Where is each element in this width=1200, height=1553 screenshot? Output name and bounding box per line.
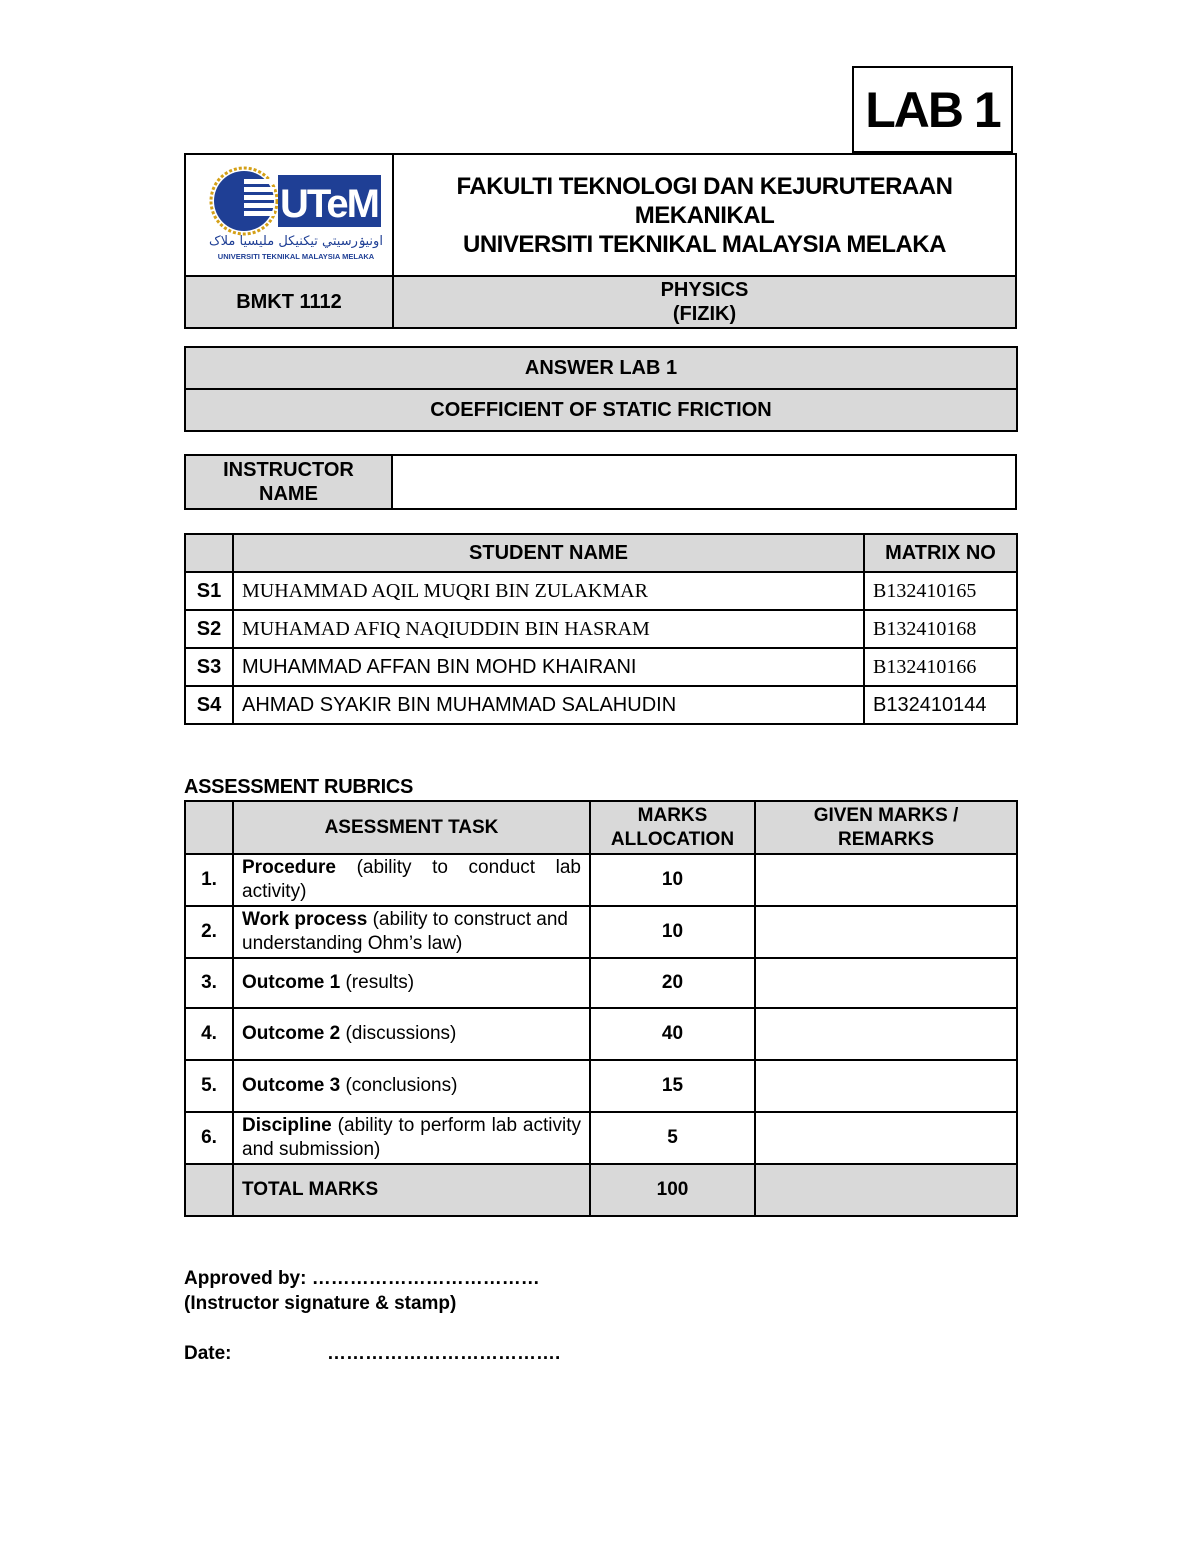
- rubric-table-header: [185, 801, 1017, 854]
- student-id: S3: [185, 648, 233, 686]
- matrix-no: B132410168: [864, 610, 1017, 648]
- experiment-title: COEFFICIENT OF STATIC FRICTION: [185, 389, 1017, 431]
- marks-allocation: 10: [590, 854, 755, 906]
- instructor-label-line-2: NAME: [259, 483, 318, 505]
- rubric-task: [233, 1008, 590, 1060]
- rubric-task: [233, 1060, 590, 1112]
- approved-by-line: Approved by: ………………………………: [184, 1268, 540, 1289]
- instructor-name-field: [392, 455, 1016, 509]
- matrix-no: B132410166: [864, 648, 1017, 686]
- rubric-no-header: [185, 801, 233, 854]
- total-no-cell: [185, 1164, 233, 1216]
- task-title: Work process: [242, 909, 368, 930]
- rubric-no: 2.: [185, 906, 233, 958]
- date-field: ……………………………….: [327, 1343, 561, 1364]
- given-marks-field: [755, 958, 1017, 1008]
- marks-allocation: 40: [590, 1008, 755, 1060]
- student-name: AHMAD SYAKIR BIN MUHAMMAD SALAHUDIN: [233, 686, 864, 724]
- student-id: S2: [185, 610, 233, 648]
- table-row: [185, 648, 1017, 686]
- rubric-heading: ASSESSMENT RUBRICS: [184, 776, 414, 798]
- faculty-title-cell: [393, 154, 1016, 276]
- rubric-no: 1.: [185, 854, 233, 906]
- student-name: MUHAMMAD AFFAN BIN MOHD KHAIRANI: [233, 648, 864, 686]
- task-title: Outcome 1: [242, 972, 341, 993]
- task-description: (discussions): [340, 1023, 457, 1044]
- logo-wordmark: UTeM: [280, 182, 378, 226]
- table-row: [185, 610, 1017, 648]
- given-marks-field: [755, 1112, 1017, 1164]
- given-marks-field: [755, 906, 1017, 958]
- rubric-task: [233, 906, 590, 958]
- subject-line-1: PHYSICS: [660, 279, 749, 301]
- given-header-line-1: GIVEN MARKS /: [813, 804, 959, 826]
- total-marks-label: TOTAL MARKS: [233, 1164, 590, 1216]
- student-table: [184, 533, 1018, 725]
- table-row: [185, 1008, 1017, 1060]
- student-id: S4: [185, 686, 233, 724]
- document-header: [184, 153, 1017, 329]
- rubric-no: 6.: [185, 1112, 233, 1164]
- marks-allocation: 5: [590, 1112, 755, 1164]
- task-description: (ability to perform lab activity and submission): [242, 1115, 581, 1160]
- logo-jawi-text: اونيۏرسيتي تيکنيکل مليسيا ملاک: [209, 234, 383, 249]
- marks-allocation: 15: [590, 1060, 755, 1112]
- instructor-table: [184, 454, 1017, 510]
- faculty-line-1: FAKULTI TEKNOLOGI DAN KEJURUTERAAN: [456, 172, 953, 200]
- matrix-no: B132410144: [864, 686, 1017, 724]
- university-name: UNIVERSITI TEKNIKAL MALAYSIA MELAKA: [463, 230, 946, 258]
- rubric-no: 3.: [185, 958, 233, 1008]
- rubric-task: [233, 958, 590, 1008]
- task-title: Outcome 3: [242, 1075, 341, 1096]
- table-row: [185, 854, 1017, 906]
- table-row: [185, 1112, 1017, 1164]
- rubric-task: [233, 854, 590, 906]
- matrix-no: B132410165: [864, 572, 1017, 610]
- total-given-field: [755, 1164, 1017, 1216]
- course-code: BMKT 1112: [185, 276, 393, 328]
- rubric-table: [184, 800, 1018, 1217]
- table-row: [185, 686, 1017, 724]
- student-name: MUHAMAD AFIQ NAQIUDDIN BIN HASRAM: [233, 610, 864, 648]
- student-name: MUHAMMAD AQIL MUQRI BIN ZULAKMAR: [233, 572, 864, 610]
- total-row: [185, 1164, 1017, 1216]
- student-id: S1: [185, 572, 233, 610]
- given-marks-field: [755, 854, 1017, 906]
- subject-cell: [393, 276, 1016, 328]
- student-table-header: [185, 534, 1017, 572]
- given-marks-header: [755, 801, 1017, 854]
- task-title: Procedure: [242, 857, 336, 878]
- lab-label: LAB 1: [865, 81, 1000, 138]
- student-name-header: STUDENT NAME: [233, 534, 864, 572]
- signature-note: (Instructor signature & stamp): [184, 1293, 457, 1314]
- subject-line-2: (FIZIK): [672, 303, 737, 325]
- task-title: Outcome 2: [242, 1023, 341, 1044]
- table-row: [185, 906, 1017, 958]
- task-description: (results): [340, 972, 415, 993]
- approval-block: [184, 1266, 540, 1316]
- answer-lab-title: ANSWER LAB 1: [185, 347, 1017, 389]
- university-logo-cell: [185, 154, 393, 276]
- task-title: Discipline: [242, 1115, 332, 1136]
- date-label: Date:: [184, 1343, 232, 1364]
- matrix-no-header: MATRIX NO: [864, 534, 1017, 572]
- logo-caption: UNIVERSITI TEKNIKAL MALAYSIA MELAKA: [217, 252, 375, 261]
- marks-header-line-2: ALLOCATION: [610, 828, 735, 850]
- utem-logo: [186, 155, 392, 270]
- given-marks-field: [755, 1060, 1017, 1112]
- given-header-line-2: REMARKS: [837, 828, 935, 850]
- marks-allocation: 10: [590, 906, 755, 958]
- faculty-line-2: MEKANIKAL: [634, 201, 775, 229]
- table-row: [185, 958, 1017, 1008]
- total-marks-value: 100: [590, 1164, 755, 1216]
- task-description: (ability to construct and understanding Ohm’s law): [242, 909, 568, 954]
- given-marks-field: [755, 1008, 1017, 1060]
- task-description: (ability to conduct lab activity): [242, 857, 581, 902]
- date-line: [184, 1343, 561, 1365]
- lab-number-box: [852, 66, 1013, 153]
- task-description: (conclusions): [340, 1075, 458, 1096]
- student-id-header: [185, 534, 233, 572]
- table-row: [185, 1060, 1017, 1112]
- table-row: [185, 572, 1017, 610]
- rubric-no: 5.: [185, 1060, 233, 1112]
- instructor-label-line-1: INSTRUCTOR: [223, 459, 354, 481]
- marks-header: [590, 801, 755, 854]
- marks-header-line-1: MARKS: [637, 804, 708, 826]
- instructor-label: [185, 455, 392, 509]
- rubric-task: [233, 1112, 590, 1164]
- rubric-no: 4.: [185, 1008, 233, 1060]
- task-header: ASESSMENT TASK: [233, 801, 590, 854]
- lab-title-table: [184, 346, 1018, 432]
- marks-allocation: 20: [590, 958, 755, 1008]
